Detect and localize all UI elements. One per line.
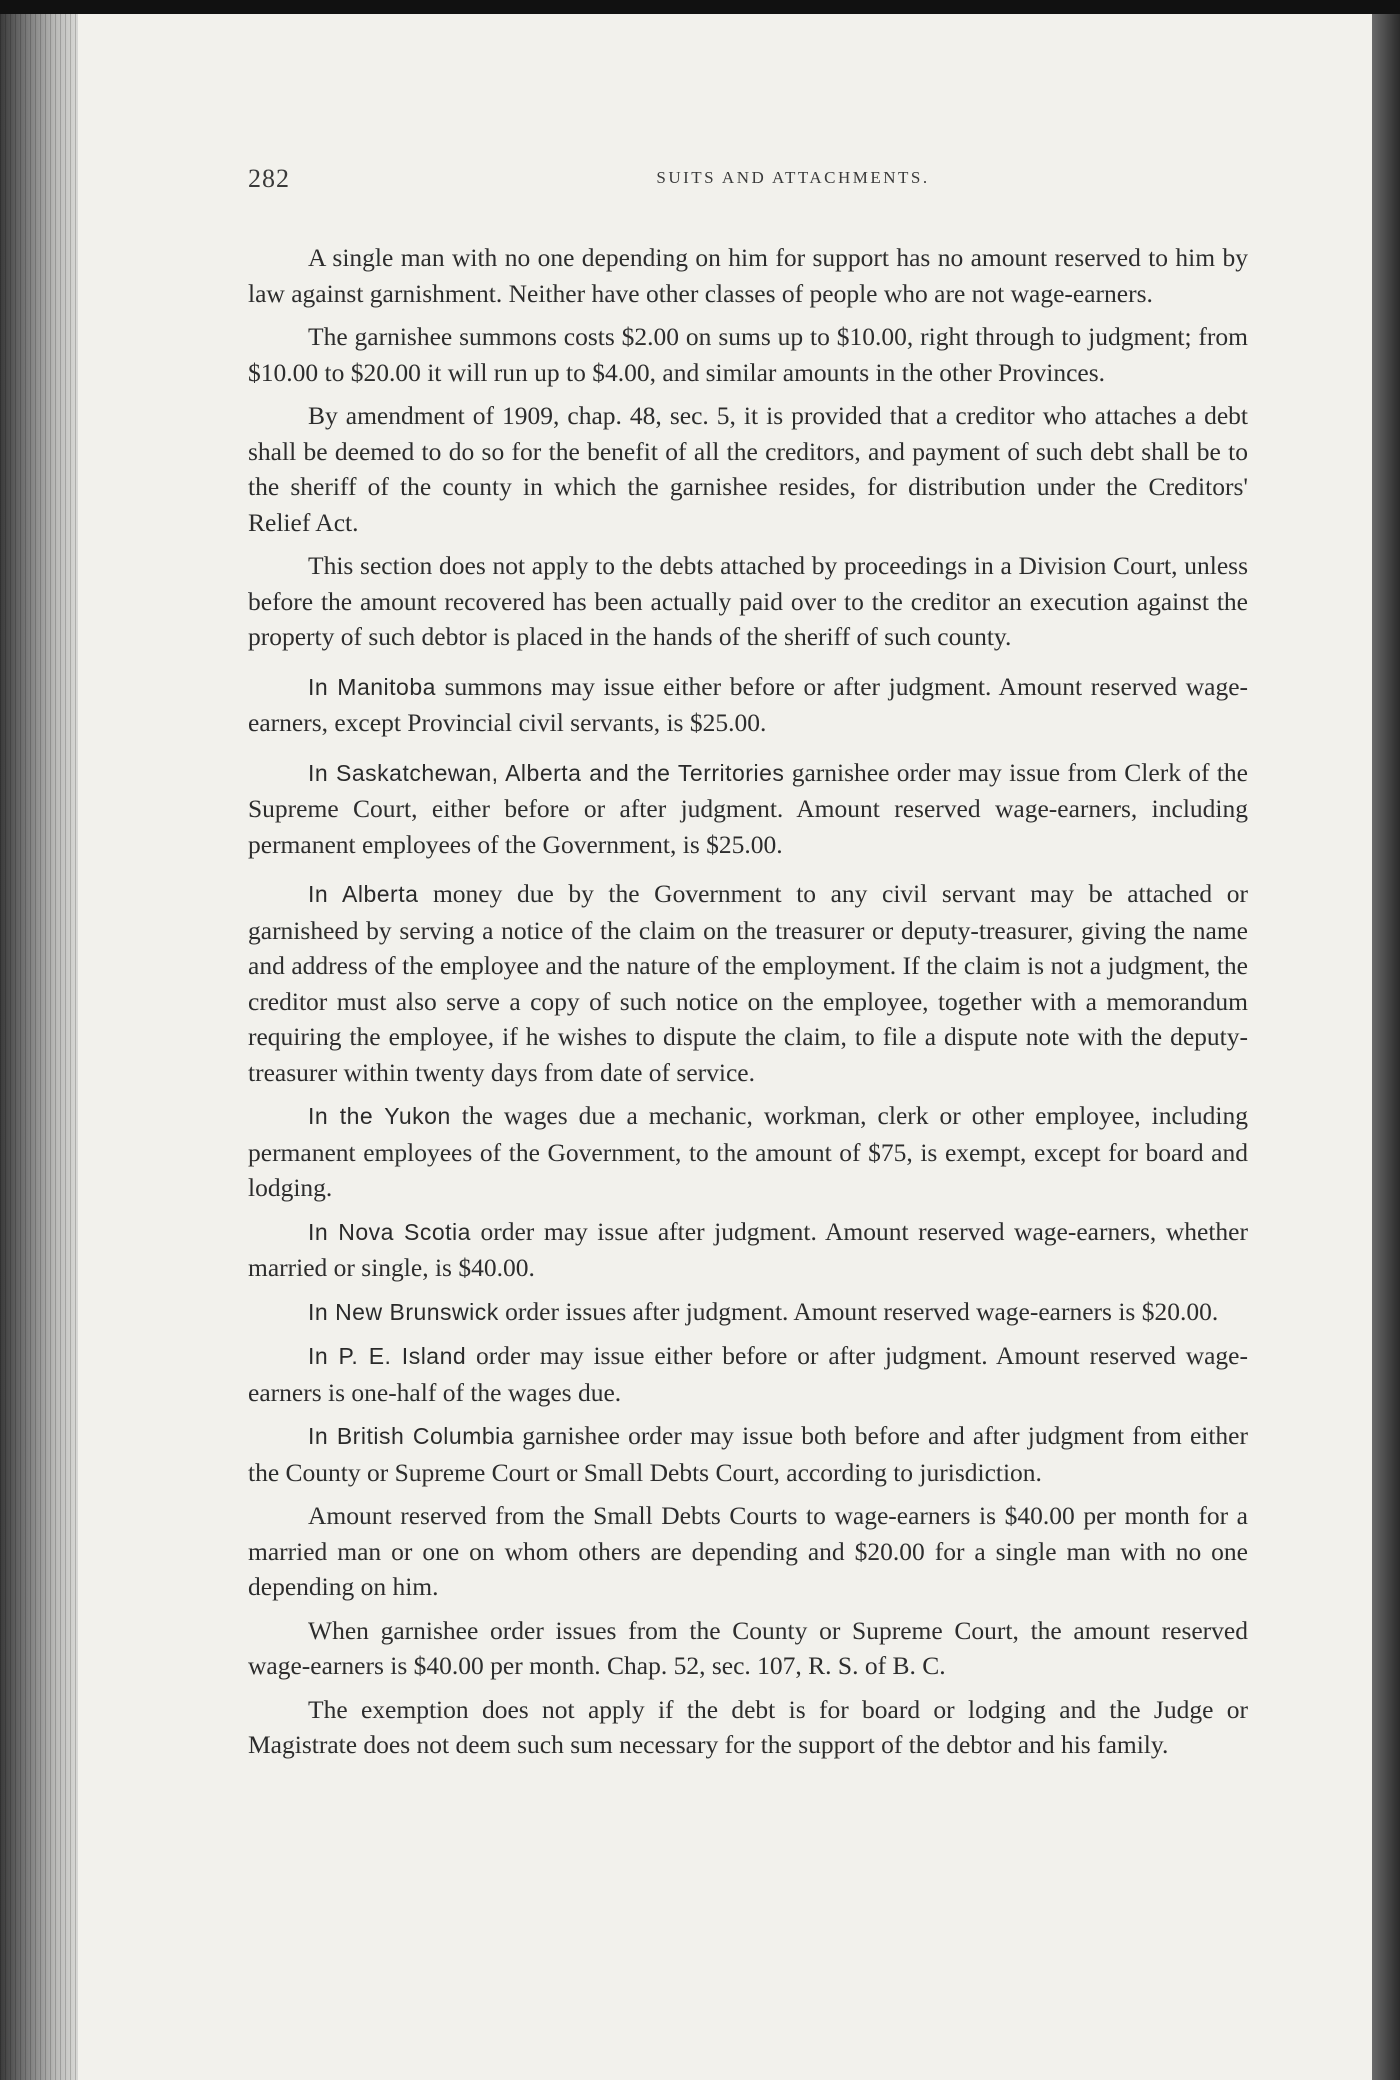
paragraph-text: summons may issue either before or after judgment. Amount reserved wage-earners, except Provincial civil servants, is $25.00. [248,671,1249,737]
paragraph [248,1498,1248,1605]
province-heading: In Manitoba [308,673,436,700]
province-heading: In the Yukon [308,1103,451,1129]
paragraph-text: By amendment of 1909, chap. 48, sec. 5, it is provided that a creditor who attaches a debt shall be deemed to do so for the benefit of all the creditors, and payment of such debt shall be to the sheriff of the county in which the garnishee resides, for distribution under the Creditors' Relief Act. [248,401,1248,537]
province-heading: In Saskatchewan, Alberta and the Territories [308,759,785,786]
paragraph-pe-island [248,1338,1248,1410]
paragraph-text: garnishee order may issue both before and after judgment from either the County or Supreme Court or Small Debts Court, according to jurisdiction. [248,1421,1248,1487]
province-heading: In New Brunswick [308,1298,499,1325]
paragraph-text: The garnishee summons costs $2.00 on sums up to $10.00, right through to judgment; from $10.00 to $20.00 it will run up to $4.00, and similar amounts in the other Provinces. [248,322,1248,387]
paragraph [248,1613,1248,1684]
paragraph-text: This section does not apply to the debts attached by proceedings in a Division Court, unless before the amount recovered has been actually paid over to the creditor an execution against the property of such debtor is placed in the hands of the sheriff of such county. [248,551,1248,651]
page-number: 282 [248,164,290,193]
paragraph-text: garnishee order may issue from Clerk of the Supreme Court, either before or after judgment. Amount reserved wage-earners, including permanent employees of the Government, is $25.00. [248,757,1248,859]
paragraph [248,240,1248,311]
paragraph-text: A single man with no one depending on him for support has no amount reserved to him by law against garnishment. Neither have other classes of people who are not wage-earners. [248,243,1248,308]
province-heading: In P. E. Island [308,1343,467,1369]
book-page-edges-left [0,14,78,2080]
book-page-edges-right [1372,14,1400,2080]
book-page [78,14,1372,2080]
paragraph-text: order issues after judgment. Amount reserved wage-earners is $20.00. [505,1296,1219,1326]
province-heading: In Nova Scotia [308,1218,471,1245]
running-head [248,164,1338,204]
page-content [248,164,1338,1771]
paragraph-nova-scotia [248,1214,1248,1286]
paragraph-saskatchewan [248,755,1248,863]
paragraph-yukon [248,1098,1248,1206]
paragraph-text: the wages due a mechanic, workman, clerk or other employee, including permanent employees of the Government, to the amount of $75, is exempt, except for board and lodging. [248,1101,1249,1202]
paragraph-text: order may issue after judgment. Amount reserved wage-earners, whether married or single, is $40.00. [248,1216,1248,1282]
paragraph-new-brunswick [248,1294,1248,1331]
paragraph-manitoba [248,669,1248,741]
paragraph-text: order may issue either before or after judgment. Amount reserved wage-earners is one-half of the wages due. [248,1341,1248,1407]
paragraph-text: money due by the Government to any civil servant may be attached or garnisheed by serving a notice of the claim on the treasurer or deputy-treasurer, giving the name and address of the employee and the nature of the employment. If the claim is not a judgment, the creditor must also serve a copy of such notice on the employee, together with a memorandum requiring the employee, if he wishes to dispute the claim, to file a dispute note with the deputy-treasurer within twenty days from date of service. [248,879,1248,1087]
province-heading: In Alberta [308,881,419,907]
paragraph-alberta [248,876,1248,1090]
scan-top-edge [0,0,1400,14]
paragraph [248,548,1248,655]
paragraph [248,319,1248,390]
paragraph-british-columbia [248,1418,1248,1490]
paragraph-text: Amount reserved from the Small Debts Courts to wage-earners is $40.00 per month for a married man or one on whom others are depending and $20.00 for a single man with no one depending on him. [248,1501,1248,1601]
paragraph-text: When garnishee order issues from the County or Supreme Court, the amount reserved wage-earners is $40.00 per month. Chap. 52, sec. 107, R. S. of B. C. [248,1615,1248,1680]
running-title: SUITS AND ATTACHMENTS. [656,168,930,187]
paragraph [248,398,1248,540]
province-heading: In British Columbia [308,1423,515,1449]
paragraph [248,1692,1248,1763]
paragraph-text: The exemption does not apply if the debt is for board or lodging and the Judge or Magistrate does not deem such sum necessary for the support of the debtor and his family. [248,1694,1248,1759]
